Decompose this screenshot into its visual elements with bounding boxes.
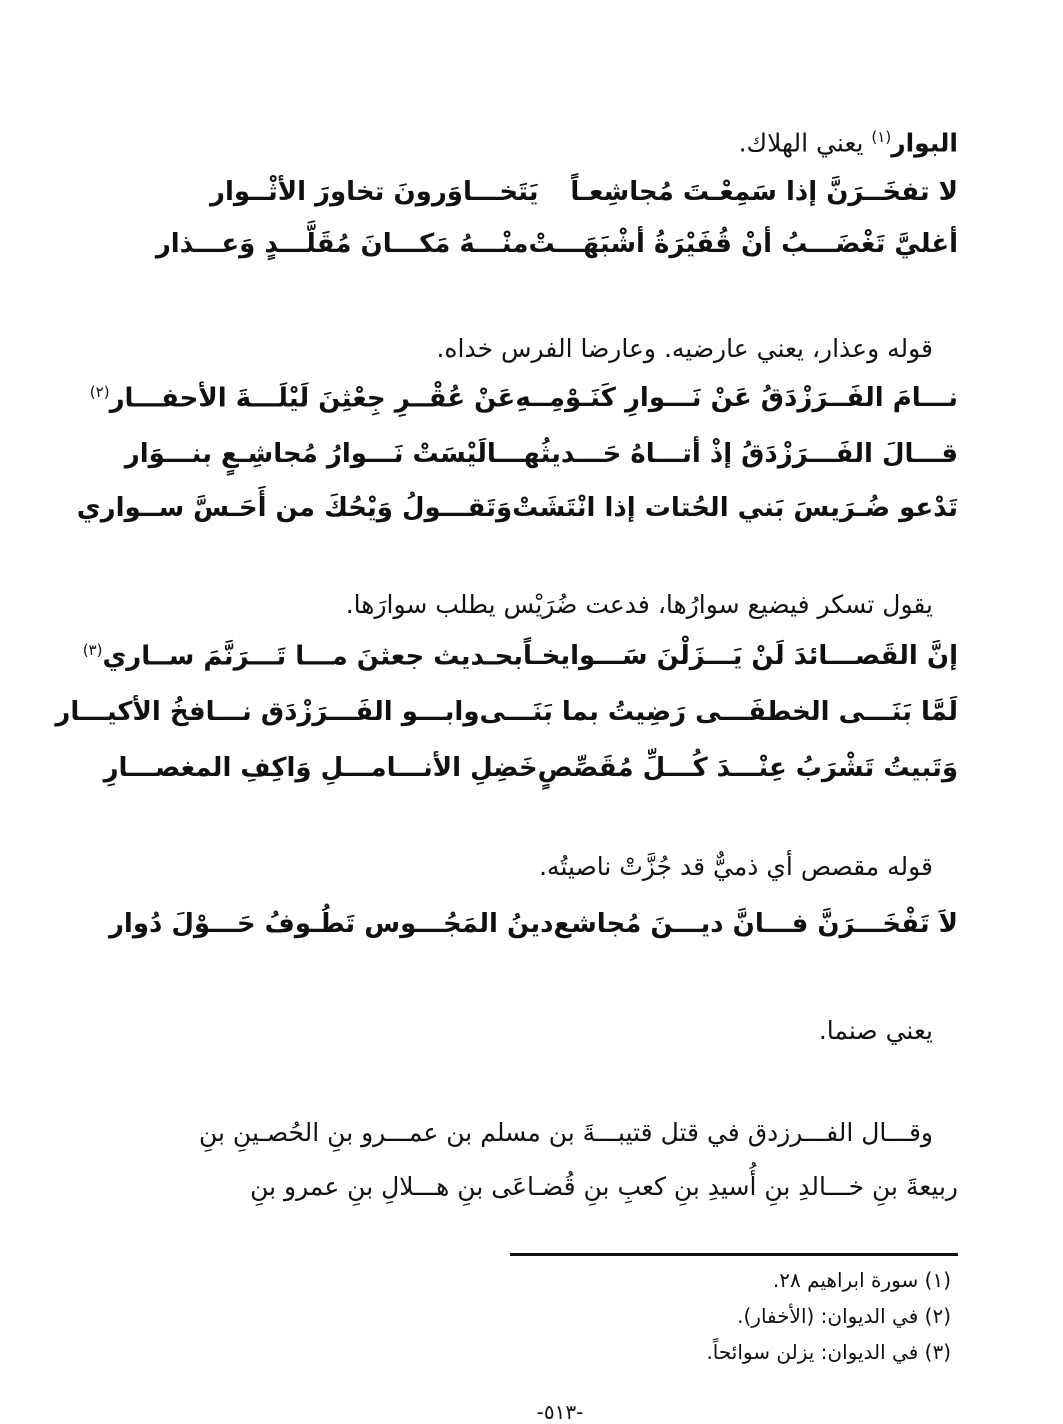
intro-line — [739, 128, 958, 157]
footnote-divider — [510, 1253, 958, 1256]
verse-second-hemistich: وابـــو الفَـــرَزْدَق نـــافخُ الأكيـــار — [55, 697, 480, 727]
verse-first-hemistich: نـــامَ الفَــرَزْدَقُ عَنْ نَـــوارِ كَنَـوْمِــهِ — [515, 383, 958, 413]
commentary-line: يعني صنما. — [818, 1016, 933, 1045]
footnote: (٣) في الديوان: يزلن سوائحاً. — [706, 1340, 951, 1364]
verse — [89, 376, 958, 420]
intro-term: البوار — [891, 128, 958, 158]
verse-second-hemistich: وَتَقـــولُ وَيْحُكَ من أَحَـسَّ ســواري — [76, 493, 513, 523]
verse-first-hemistich: تَدْعو ضُـرَيسَ بَني الحُتات إذا انْتَشَتْ — [512, 493, 958, 523]
verse-first-hemistich: لاَ تَفْخَـــرَنَّ فـــانَّ ديـــنَ مُجاشع — [553, 909, 958, 939]
intro-note-ref: (١) — [871, 128, 892, 146]
footnote: (١) سورة ابراهيم ٢٨. — [772, 1268, 951, 1292]
verse-second-hemistich: بحـديث جعثنَ مـــا تَـــرَنَّمَ ســاري$^{(٣)}$ — [82, 640, 523, 672]
verse — [82, 634, 958, 678]
verse — [76, 486, 958, 530]
verse-first-hemistich: أغليَّ تَغْضَـــبُ أنْ قُفَيْرَةُ أشْبَهَـــتْ — [528, 229, 958, 259]
verse — [108, 902, 958, 946]
footnote-ref: (٣) — [82, 640, 103, 659]
verse — [103, 746, 958, 790]
verse-first-hemistich: وَتَبيتُ تَشْرَبُ عِنْـــدَ كُـــلِّ مُقَصِّصٍ — [537, 753, 958, 783]
page-number: -٥١٣- — [536, 1400, 584, 1424]
footnote: (٢) في الديوان: (الأخفار). — [737, 1304, 951, 1328]
verse — [155, 222, 958, 266]
commentary-line: يقول تسكر فيضيع سوارُها، فدعت ضُرَيْس يطلب سوارَها. — [345, 590, 933, 619]
verse-second-hemistich: دينُ المَجُـــوس تَطُـوفُ حَـــوْلَ دُوار — [108, 909, 554, 939]
verse-first-hemistich: قـــالَ الفَـــرَزْدَقُ إذْ أتـــاهُ حَـــديثُهـــا — [486, 439, 958, 469]
verse-second-hemistich: خَضِلِ الأنـــامـــلِ وَاكِفِ المغصـــارِ — [103, 753, 538, 783]
verse — [124, 432, 958, 476]
intro-rest: يعني الهلاك. — [738, 128, 872, 158]
verse-second-hemistich: عَنْ عُقْــرِ جِعْثِنَ لَيْلَـــةَ الأحفـــار$^{(٢)}$ — [89, 382, 516, 414]
verse — [210, 170, 958, 214]
verse-second-hemistich: لَيْسَتْ نَـــوارُ مُجاشِـعٍ بنـــوَار — [124, 439, 487, 469]
commentary-line: قوله وعذار، يعني عارضيه. وعارضا الفرس خداه. — [436, 334, 933, 363]
verse-first-hemistich: إنَّ القَصـــائدَ لَنْ يَـــزَلْنَ سَـــوايخـاً — [522, 641, 958, 671]
verse-second-hemistich: منْـــهُ مَكـــانَ مُقَلَّـــدٍ وَعـــذار — [155, 229, 529, 259]
verse-second-hemistich: يَتَخـــاوَرونَ تخاورَ الأثْــوار — [210, 177, 539, 207]
verse — [55, 690, 958, 734]
commentary-line: قوله مقصص أي ذميٌّ قد جُزَّتْ ناصيتُه. — [539, 852, 933, 881]
verse-first-hemistich: لا تفخَــرَنَّ إذا سَمِعْـتَ مُجاشِعـاً — [570, 177, 958, 207]
footnote-ref: (٢) — [89, 382, 110, 401]
paragraph-line: ربيعةَ بنِ خـــالدِ بنِ أُسيدِ بنِ كعبِ بنِ قُضـاعَى بنِ هـــلالِ بنِ عمرو بنِ — [250, 1172, 958, 1201]
verse-first-hemistich: لَمَّا بَنَـــى الخطفَـــى رَضِيتُ بما بَنَـــى — [479, 697, 958, 727]
paragraph-line: وقـــال الفـــرزدق في قتل قتيبـــةَ بن مسلم بن عمـــرو بنِ الحُصـينِ بنِ — [199, 1118, 933, 1147]
